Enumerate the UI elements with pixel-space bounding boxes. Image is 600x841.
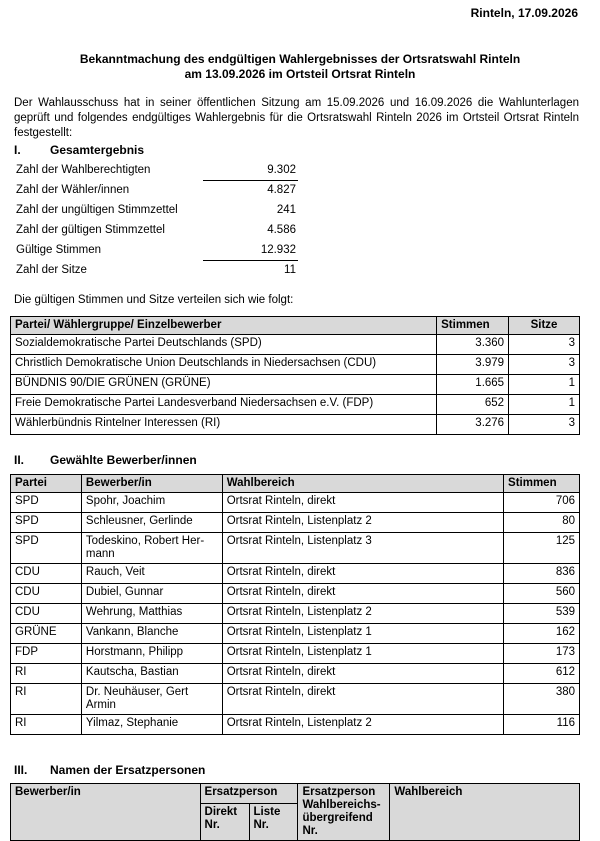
summary-value: 12.932 — [260, 243, 296, 256]
area-cell: Ortsrat Rinteln, direkt — [222, 684, 503, 715]
table-row — [11, 355, 580, 375]
section-title: Gewählte Bewerber/innen — [50, 453, 197, 467]
party-cell: RI — [11, 715, 82, 735]
party-cell: SPD — [11, 533, 82, 564]
candidate-cell: Rauch, Veit — [81, 564, 222, 584]
summary-row — [14, 180, 298, 200]
seats-cell: 1 — [509, 375, 580, 395]
summary-row — [14, 160, 298, 180]
table-row — [11, 684, 580, 715]
summary-label: Zahl der Sitze — [16, 264, 87, 276]
party-cell: SPD — [11, 493, 82, 513]
summary-label: Zahl der Wähler/innen — [16, 184, 130, 196]
col-header-direkt: Direkt Nr. — [200, 804, 249, 841]
summary-row — [14, 200, 298, 220]
votes-cell: 836 — [504, 564, 580, 584]
candidate-cell: Yilmaz, Stephanie — [81, 715, 222, 735]
col-header-seats: Sitze — [509, 317, 580, 335]
table-row — [11, 584, 580, 604]
section-2-heading — [14, 453, 197, 467]
votes-cell: 612 — [504, 664, 580, 684]
section-number: I. — [14, 143, 21, 157]
votes-cell: 173 — [504, 644, 580, 664]
table-row — [11, 644, 580, 664]
summary-row — [14, 240, 298, 260]
party-cell: RI — [11, 664, 82, 684]
table-header-row — [11, 317, 580, 335]
area-cell: Ortsrat Rinteln, Listenplatz 2 — [222, 513, 503, 533]
candidate-cell: Horstmann, Philipp — [81, 644, 222, 664]
area-cell: Ortsrat Rinteln, Listenplatz 1 — [222, 624, 503, 644]
votes-cell: 3.979 — [437, 355, 509, 375]
party-name-cell: Freie Demokratische Partei Landesverband Niedersachsen e.V. (FDP) — [11, 395, 437, 415]
distribution-note: Die gültigen Stimmen und Sitze verteilen sich wie folgt: — [14, 294, 294, 306]
area-cell: Ortsrat Rinteln, Listenplatz 2 — [222, 604, 503, 624]
summary-value: 4.586 — [267, 224, 296, 236]
table-row — [11, 533, 580, 564]
table-row — [11, 395, 580, 415]
table-row — [11, 513, 580, 533]
section-number: III. — [14, 763, 28, 777]
table-row — [11, 664, 580, 684]
summary-table — [14, 160, 298, 280]
candidate-cell: Dubiel, Gunnar — [81, 584, 222, 604]
candidate-cell: Vankann, Blanche — [81, 624, 222, 644]
seats-cell: 3 — [509, 355, 580, 375]
area-cell: Ortsrat Rinteln, direkt — [222, 493, 503, 513]
section-1-heading — [14, 143, 144, 157]
votes-cell: 1.665 — [437, 375, 509, 395]
summary-value: 241 — [276, 204, 296, 216]
section-title: Namen der Ersatzpersonen — [50, 763, 206, 777]
seats-cell: 3 — [509, 335, 580, 355]
place-date: Rinteln, 17.09.2026 — [470, 6, 578, 20]
candidate-cell: Wehrung, Matthias — [81, 604, 222, 624]
table-row — [11, 415, 580, 435]
votes-cell: 560 — [504, 584, 580, 604]
summary-label: Gültige Stimmen — [16, 244, 102, 256]
section-title: Gesamtergebnis — [50, 143, 145, 157]
summary-row — [14, 260, 298, 280]
candidate-cell: Dr. Neuhäuser, Gert Armin — [81, 684, 222, 715]
col-header-liste: Liste Nr. — [249, 804, 298, 841]
summary-label: Zahl der ungültigen Stimmzettel — [16, 204, 178, 216]
party-name-cell: Wählerbündnis Rintelner Interessen (RI) — [11, 415, 437, 435]
area-cell: Ortsrat Rinteln, direkt — [222, 664, 503, 684]
summary-label: Zahl der Wahlberechtigten — [16, 164, 151, 176]
area-cell: Ortsrat Rinteln, Listenplatz 3 — [222, 533, 503, 564]
col-header-cross-area: Ersatzperson Wahlbereichs-übergreifend Nr. — [298, 784, 390, 841]
table-row — [11, 624, 580, 644]
area-cell: Ortsrat Rinteln, direkt — [222, 564, 503, 584]
party-name-cell: Christlich Demokratische Union Deutschlands in Niedersachsen (CDU) — [11, 355, 437, 375]
table-row — [11, 375, 580, 395]
seats-cell: 1 — [509, 395, 580, 415]
votes-cell: 3.360 — [437, 335, 509, 355]
seats-cell: 3 — [509, 415, 580, 435]
votes-cell: 539 — [504, 604, 580, 624]
area-cell: Ortsrat Rinteln, direkt — [222, 584, 503, 604]
party-cell: CDU — [11, 584, 82, 604]
substitutes-table — [10, 783, 580, 841]
summary-value: 9.302 — [267, 163, 296, 176]
table-row — [11, 564, 580, 584]
summary-label: Zahl der gültigen Stimmzettel — [16, 224, 165, 236]
table-row — [11, 715, 580, 735]
col-header-candidate: Bewerber/in — [81, 475, 222, 493]
votes-cell: 706 — [504, 493, 580, 513]
candidate-cell: Todeskino, Robert Her-mann — [81, 533, 222, 564]
party-name-cell: BÜNDNIS 90/DIE GRÜNEN (GRÜNE) — [11, 375, 437, 395]
party-cell: CDU — [11, 564, 82, 584]
elected-table — [10, 474, 580, 735]
votes-cell: 652 — [437, 395, 509, 415]
col-header-votes: Stimmen — [504, 475, 580, 493]
summary-value: 11 — [203, 260, 298, 280]
col-header-ersatzperson: Ersatzperson — [200, 784, 298, 804]
votes-cell: 116 — [504, 715, 580, 735]
col-header-votes: Stimmen — [437, 317, 509, 335]
summary-row — [14, 220, 298, 240]
party-cell: FDP — [11, 644, 82, 664]
section-number: II. — [14, 453, 25, 467]
col-header-party: Partei — [11, 475, 82, 493]
section-3-heading — [14, 763, 205, 777]
party-name-cell: Sozialdemokratische Partei Deutschlands (SPD) — [11, 335, 437, 355]
table-row — [11, 493, 580, 513]
party-cell: CDU — [11, 604, 82, 624]
party-cell: GRÜNE — [11, 624, 82, 644]
col-header-candidate: Bewerber/in — [11, 784, 201, 841]
votes-cell: 3.276 — [437, 415, 509, 435]
col-header-area: Wahlbereich — [222, 475, 503, 493]
party-cell: SPD — [11, 513, 82, 533]
title-line-1: Bekanntmachung des endgültigen Wahlergebnisses der Ortsratswahl Rinteln — [79, 52, 521, 66]
table-header-row — [11, 784, 580, 804]
table-row — [11, 604, 580, 624]
party-cell: RI — [11, 684, 82, 715]
col-header-party: Partei/ Wählergruppe/ Einzelbewerber — [11, 317, 437, 335]
area-cell: Ortsrat Rinteln, Listenplatz 2 — [222, 715, 503, 735]
candidate-cell: Kautscha, Bastian — [81, 664, 222, 684]
table-header-row — [11, 475, 580, 493]
title-line-2: am 13.09.2026 im Ortsteil Ortsrat Rinteln — [184, 67, 416, 81]
col-header-area: Wahlbereich — [390, 784, 580, 841]
votes-cell: 125 — [504, 533, 580, 564]
votes-cell: 162 — [504, 624, 580, 644]
votes-cell: 380 — [504, 684, 580, 715]
table-row — [11, 335, 580, 355]
parties-table — [10, 316, 580, 435]
votes-cell: 80 — [504, 513, 580, 533]
intro-paragraph: Der Wahlausschuss hat in seiner öffentlichen Sitzung am 15.09.2026 und 16.09.2026 die Wahlunterlagen geprüft und folgendes endgültiges Wahlergebnis für die Ortsratswahl Rinteln 2026 im Ortsteil Ortsrat Rinteln festgestellt: — [14, 97, 579, 139]
document-title — [0, 52, 600, 82]
area-cell: Ortsrat Rinteln, Listenplatz 1 — [222, 644, 503, 664]
candidate-cell: Spohr, Joachim — [81, 493, 222, 513]
candidate-cell: Schleusner, Gerlinde — [81, 513, 222, 533]
summary-value: 4.827 — [203, 180, 298, 200]
